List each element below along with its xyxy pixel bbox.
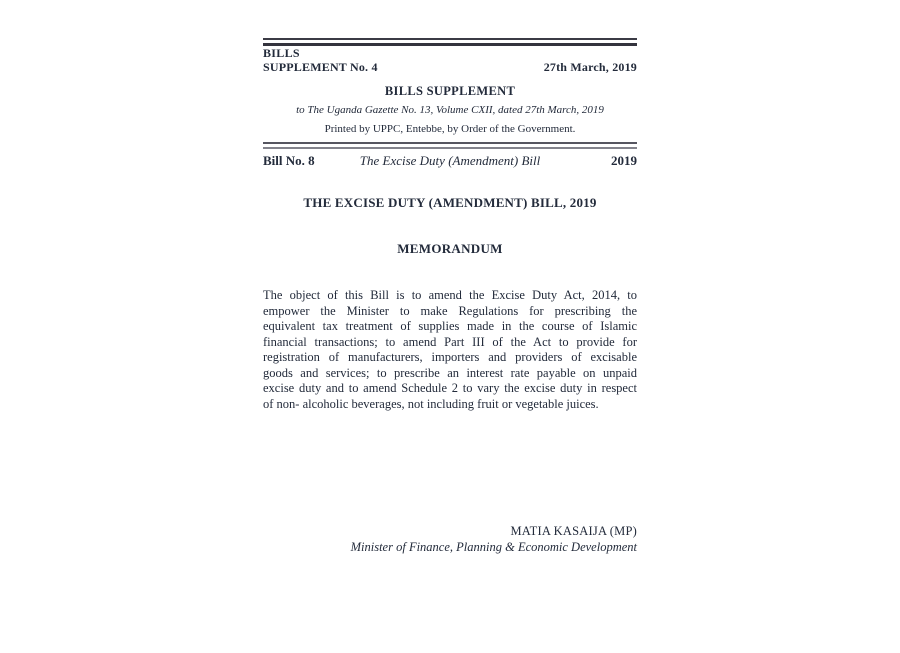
bill-running-title: The Excise Duty (Amendment) Bill	[359, 153, 541, 168]
masthead-title: BILLS SUPPLEMENT	[384, 84, 516, 98]
double-rule-top	[263, 38, 637, 46]
memorandum-line: of non- alcoholic beverages, not including fruit or vegetable juices.	[263, 396, 599, 411]
memorandum-line: financial transactions; to amend Part III of the Act to provide for	[263, 334, 637, 349]
signatory-title: Minister of Finance, Planning & Economic Development	[350, 540, 637, 554]
masthead-gazette-reference: to The Uganda Gazette No. 13, Volume CXII, dated 27th March, 2019	[296, 104, 604, 116]
bill-document-page	[263, 0, 637, 653]
memorandum-line: registration of manufacturers, importers and providers of excisable	[263, 350, 637, 364]
masthead-date: 27th March, 2019	[543, 60, 637, 74]
masthead-supplement-row	[263, 60, 637, 75]
bill-header-row	[263, 153, 637, 169]
memorandum-line: equivalent tax treatment of supplies made in the course of Islamic	[263, 319, 637, 333]
masthead-printer-note: Printed by UPPC, Entebbe, by Order of the Government.	[324, 123, 576, 135]
memorandum-line: The object of this Bill is to amend the Excise Duty Act, 2014, to	[263, 288, 637, 302]
signatory-name: MATIA KASAIJA (MP)	[510, 524, 637, 538]
memorandum-heading: MEMORANDUM	[397, 241, 503, 256]
masthead-bills-label: BILLS	[263, 46, 300, 60]
act-title: THE EXCISE DUTY (AMENDMENT) BILL, 2019	[303, 195, 597, 210]
memorandum-line: empower the Minister to make Regulations for prescribing the	[263, 303, 637, 318]
masthead-supplement-no: SUPPLEMENT No. 4	[263, 60, 378, 74]
memorandum-line: goods and services; to prescribe an interest rate payable on unpaid	[263, 365, 637, 380]
bill-number: Bill No. 8	[263, 153, 315, 168]
bill-year: 2019	[611, 153, 637, 168]
memorandum-line: excise duty and to amend Schedule 2 to vary the excise duty in respect	[263, 381, 637, 395]
double-rule-middle	[263, 142, 637, 149]
memorandum-paragraph	[263, 288, 637, 412]
